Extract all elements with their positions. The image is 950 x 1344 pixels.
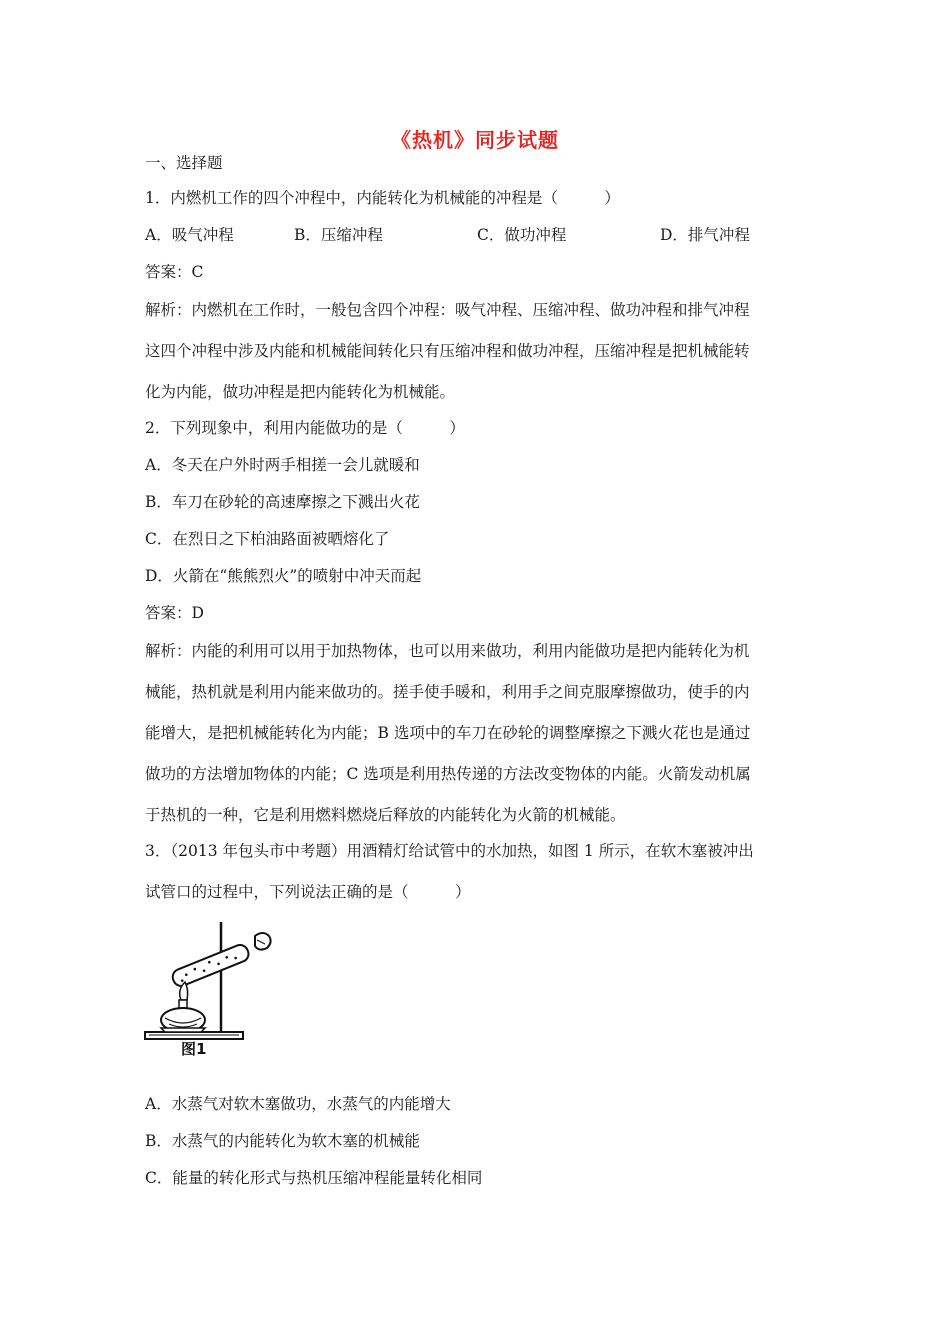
page-title: 《热机》同步试题 [391, 128, 559, 152]
question-3-option-c: C．能量的转化形式与热机压缩冲程能量转化相同 [145, 1169, 483, 1187]
question-1-analysis-line: 解析：内燃机在工作时，一般包含四个冲程：吸气冲程、压缩冲程、做功冲程和排气冲程 [145, 301, 750, 319]
question-2-analysis-line: 械能，热机就是利用内能来做功的。搓手使手暖和，利用手之间克服摩擦做功，使手的内 [145, 683, 750, 701]
question-2-stem: 2．下列现象中，利用内能做功的是（ ） [145, 419, 465, 437]
question-2-analysis-line: 解析：内能的利用可以用于加热物体，也可以用来做功，利用内能做功是把内能转化为机 [145, 642, 750, 660]
section-heading: 一、选择题 [145, 154, 223, 172]
question-1-option-d: D．排气冲程 [660, 226, 750, 244]
question-3-stem-line: 3．（2013 年包头市中考题）用酒精灯给试管中的水加热，如图 1 所示，在软木塞被冲出 [145, 842, 754, 860]
figure-1-apparatus [143, 918, 275, 1056]
question-1-stem: 1．内燃机工作的四个冲程中，内能转化为机械能的冲程是（ ） [145, 189, 620, 207]
question-2-option-c: C．在烈日之下柏油路面被晒熔化了 [145, 530, 390, 548]
question-2-option-a: A．冬天在户外时两手相搓一会儿就暖和 [145, 456, 420, 474]
question-2-answer: 答案：D [145, 604, 204, 622]
question-3-option-b: B．水蒸气的内能转化为软木塞的机械能 [145, 1132, 420, 1150]
question-2-analysis-line: 于热机的一种，它是利用燃料燃烧后释放的内能转化为火箭的机械能。 [145, 806, 626, 824]
question-1-analysis-line: 这四个冲程中涉及内能和机械能间转化只有压缩冲程和做功冲程，压缩冲程是把机械能转 [145, 342, 750, 360]
apparatus-illustration [143, 918, 275, 1056]
question-2-analysis-line: 能增大，是把机械能转化为内能；B 选项中的车刀在砂轮的调整摩擦之下溅火花也是通过 [145, 724, 751, 742]
question-2-option-d: D．火箭在“熊熊烈火”的喷射中冲天而起 [145, 567, 422, 585]
question-1-option-c: C．做功冲程 [477, 226, 567, 244]
question-1-answer: 答案：C [145, 263, 204, 281]
question-3-option-a: A．水蒸气对软木塞做功，水蒸气的内能增大 [145, 1095, 451, 1113]
question-3-stem-line: 试管口的过程中，下列说法正确的是（ ） [145, 883, 471, 901]
question-1-option-a: A．吸气冲程 [145, 226, 234, 244]
figure-1-label: 图1 [181, 1040, 207, 1058]
question-2-option-b: B．车刀在砂轮的高速摩擦之下溅出火花 [145, 493, 420, 511]
question-2-analysis-line: 做功的方法增加物体的内能；C 选项是利用热传递的方法改变物体的内能。火箭发动机属 [145, 765, 751, 783]
question-1-analysis-line: 化为内能，做功冲程是把内能转化为机械能。 [145, 383, 456, 401]
question-1-option-b: B．压缩冲程 [294, 226, 383, 244]
